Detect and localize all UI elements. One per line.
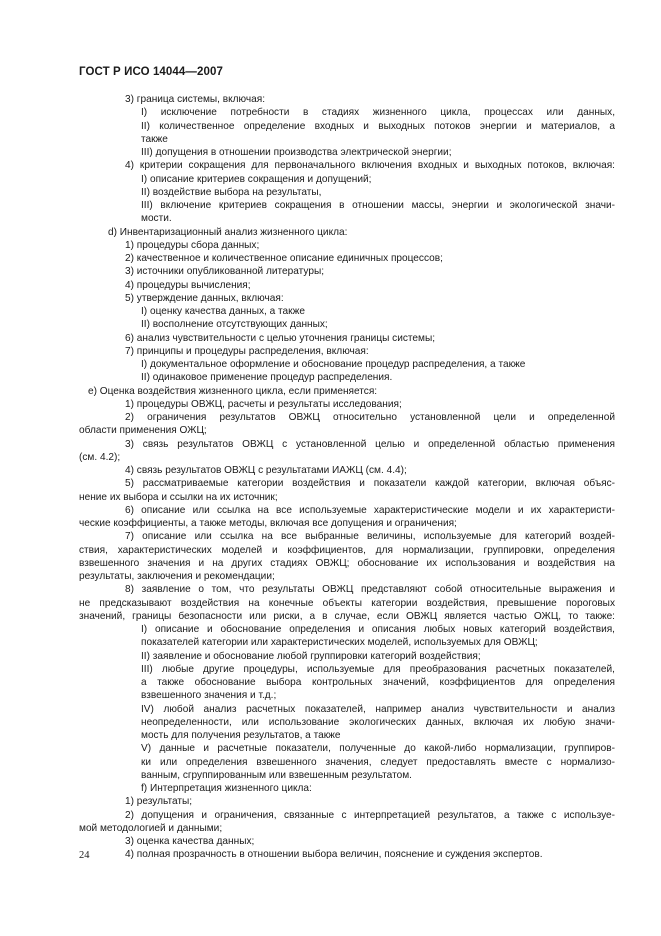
- text-line: I) описание и обоснование определения и описания любых новых категорий воздействия,: [141, 624, 615, 635]
- text-line: II) воздействие выбора на результаты,: [141, 186, 322, 198]
- text-line: 3) источники опубликованной литературы;: [125, 266, 325, 278]
- text-line: мость для получения результатов, а также: [141, 730, 341, 741]
- text-line: 6) описание или ссылка на все используемые характеристические модели и их характеристи-: [125, 504, 615, 516]
- text-line: 5) утверждение данных, включая:: [125, 292, 284, 304]
- section-heading: d) Инвентаризационный анализ жизненного цикла:: [108, 226, 348, 238]
- text-line: (см. 4.2);: [79, 451, 121, 463]
- text-line: 2) допущения и ограничения, связанные с интерпретацией результатов, а также с используе-: [125, 809, 615, 821]
- text-line: II) одинаковое применение процедур распределения.: [141, 372, 393, 384]
- text-line: 3) оценка качества данных;: [125, 836, 255, 847]
- text-line: 3) граница системы, включая:: [125, 94, 266, 105]
- text-line: IV) любой анализ расчетных показателей, например анализ чувствительности и анализ: [141, 703, 615, 715]
- text-line: также: [141, 133, 168, 145]
- text-line: V) данные и расчетные показатели, полученные до какой-либо нормализации, группиров-: [141, 743, 615, 755]
- document-header: ГОСТ Р ИСО 14044—2007: [79, 66, 224, 78]
- text-line: 1) результаты;: [125, 796, 193, 808]
- text-line: II) восполнение отсутствующих данных;: [141, 319, 328, 331]
- text-line: ческие коэффициенты, а также методы, включая все допущения и ограничения;: [79, 518, 457, 529]
- page-number: 24: [79, 850, 90, 861]
- text-line: а также обоснование выбора контрольных значений, коэффициентов для определения: [141, 677, 615, 688]
- text-line: мой методологией и данными;: [79, 822, 223, 834]
- text-line: III) включение критериев сокращения в отношении массы, энергии и экологической значи-: [141, 200, 615, 211]
- text-line: 8) заявление о том, что результаты ОВЖЦ представляют собой относительные выражения и: [125, 584, 615, 596]
- section-heading: e) Оценка воздействия жизненного цикла, если применяется:: [88, 385, 378, 397]
- text-line: III) допущения в отношении производства электрической энергии;: [141, 147, 452, 158]
- text-line: II) заявление и обоснование любой группировки категорий воздействия;: [141, 650, 481, 662]
- section-heading: f) Интерпретация жизненного цикла:: [141, 783, 312, 794]
- text-line: 6) анализ чувствительности с целью уточнения границы системы;: [125, 332, 436, 344]
- text-line: нение их выбора и ссылки на их источник;: [79, 491, 278, 503]
- text-line: не предсказывают воздействия на конечные объекты категории воздействия, превышение пороговых: [79, 597, 615, 609]
- document-body: [79, 93, 615, 862]
- text-line: 2) ограничения результатов ОВЖЦ относительно установленной цели и определенной: [125, 412, 615, 423]
- text-line: взвешенного значения и т.д.;: [141, 690, 277, 702]
- text-line: 7) описание или ссылка на все выбранные величины, используемые для категорий воздей-: [125, 531, 615, 543]
- text-line: III) любые другие процедуры, используемые для преобразования расчетных показателей,: [141, 663, 615, 675]
- text-line: 1) процедуры сбора данных;: [125, 239, 260, 251]
- text-line: I) описание критериев сокращения и допущений;: [141, 173, 372, 185]
- text-line: 4) полная прозрачность в отношении выбора величин, пояснение и суждения экспертов.: [125, 849, 543, 861]
- text-line: I) оценку качества данных, а также: [141, 306, 305, 317]
- text-line: ванным, сгруппированным или взвешенным результатом.: [141, 769, 412, 781]
- text-line: взвешенного значения и на других стадиях ОВЖЦ; обоснование их использования и воздействия на: [79, 557, 615, 569]
- text-line: 5) рассматриваемые категории воздействия и показатели каждой категории, включая объяс-: [125, 478, 615, 490]
- text-line: 4) критерии сокращения для первоначального включения входных и выходных потоков, включая:: [125, 160, 615, 172]
- text-line: результаты, заключения и рекомендации;: [79, 571, 275, 582]
- text-line: 7) принципы и процедуры распределения, включая:: [125, 345, 369, 357]
- text-line: 1) процедуры ОВЖЦ, расчеты и результаты исследования;: [125, 398, 402, 410]
- text-line: 2) качественное и количественное описание единичных процессов;: [125, 253, 443, 264]
- text-line: 3) связь результатов ОВЖЦ с установленной целью и определенной областью применения: [125, 438, 615, 450]
- text-line: ствия, характеристических моделей и коэффициентов, для нормализации, группировки, определения: [79, 544, 615, 556]
- text-line: мости.: [141, 213, 172, 225]
- text-line: 4) связь результатов ОВЖЦ с результатами ИАЖЦ (см. 4.4);: [125, 465, 407, 476]
- text-line: неопределенности, или использование экологических данных, включая их любую значи-: [141, 716, 615, 728]
- text-line: I) исключение потребности в стадиях жизненного цикла, процессах или данных,: [141, 107, 615, 119]
- text-line: I) документальное оформление и обоснование процедур распределения, а также: [141, 359, 526, 370]
- text-line: показателей категории или характеристических моделей, используемых для ОВЖЦ;: [141, 637, 538, 649]
- text-line: значений, границы безопасности или риски, а в случае, если ОВЖЦ является частью ОЖЦ, то также:: [79, 610, 615, 622]
- text-line: ки или определения взвешенного значения, следует предоставлять вместе с нормализо-: [141, 756, 615, 768]
- text-line: области применения ОЖЦ;: [79, 425, 207, 437]
- text-line: 4) процедуры вычисления;: [125, 279, 251, 291]
- text-line: II) количественное определение входных и выходных потоков энергии и материалов, а: [141, 120, 615, 132]
